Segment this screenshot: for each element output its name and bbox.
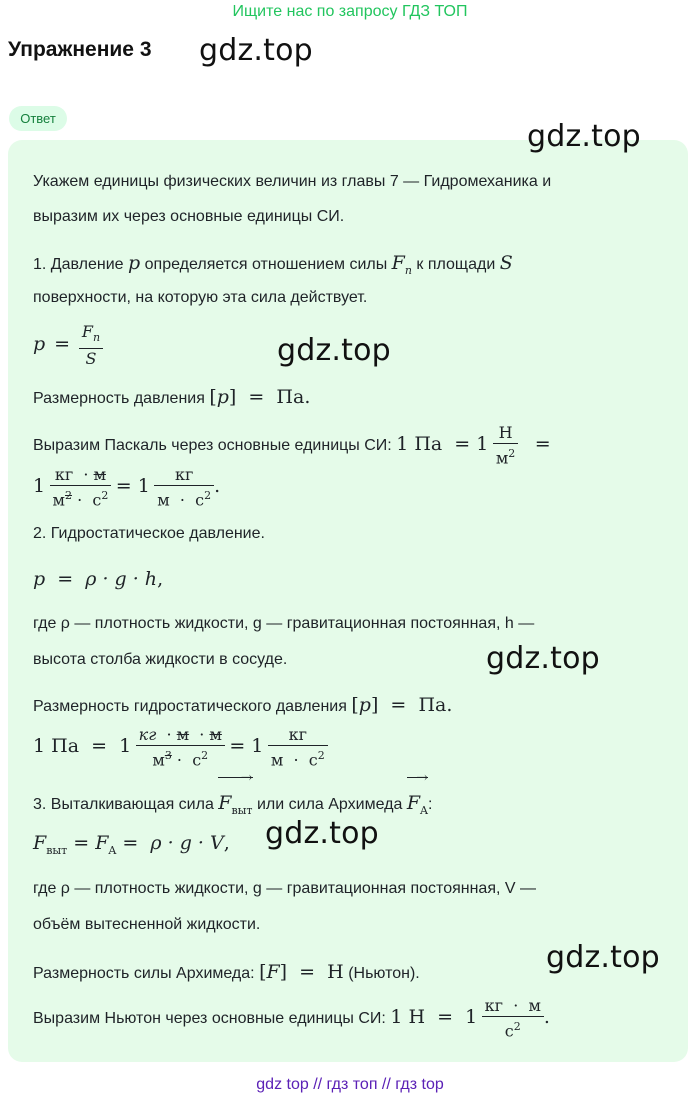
where-line-3: где ρ — плотность жидкости, g — гравитационная постоянная, V — xyxy=(33,880,536,897)
hydrostatic-expression: 1 Па = 1 $\frac{кг \cdot м \cdot м}{м^3 \cdot с^2}$ = 1 $\frac{кг}{м \cdot с^2}$ xyxy=(33,725,328,770)
unit: Н xyxy=(327,961,344,983)
text: Размерность силы Архимеда: xyxy=(33,965,255,982)
archimedes-dimension: Размерность силы Архимеда: [F] = Н (Ньютон). xyxy=(33,961,420,983)
item-2-title: 2. Гидростатическое давление. xyxy=(33,525,265,542)
where-line-1: где ρ — плотность жидкости, g — гравитационная постоянная, h — xyxy=(33,615,535,632)
search-hint-banner[interactable]: Ищите нас по запросу ГДЗ ТОП xyxy=(232,3,468,20)
text: Выразим Ньютон через основные единицы СИ: xyxy=(33,1009,386,1027)
watermark: gdz.top xyxy=(277,333,391,368)
text: к площади xyxy=(416,256,496,273)
newton-expression: Выразим Ньютон через основные единицы СИ: 1 Н = 1 $\frac{кг \cdot м}{с^2}$ . xyxy=(33,996,550,1041)
formula-symbol: $F_n$ xyxy=(391,252,412,277)
footer-links[interactable]: gdz top // гдз топ // гдз top xyxy=(256,1076,444,1093)
pascal-expression-2: 1 $\frac{кг \cdot м}{м^2 \cdot с^2}$ = 1 $\frac{кг}{м \cdot с^2}$ . xyxy=(33,465,221,510)
intro-line-1: Укажем единицы физических величин из главы 7 — Гидромеханика и xyxy=(33,173,552,190)
hydrostatic-dimension: Размерность гидростатического давления [p] = Па. xyxy=(33,694,453,716)
item-1-line-1 xyxy=(33,252,513,277)
archimedes-formula: $F_{выт} = F_A = \rho \cdot g \cdot V$, xyxy=(33,832,230,857)
text: 1. Давление xyxy=(33,256,124,273)
text: (Ньютон). xyxy=(348,965,420,982)
answer-badge[interactable]: Ответ xyxy=(9,106,67,131)
watermark: gdz.top xyxy=(486,641,600,676)
pressure-dimension: Размерность давления [p] = Па. xyxy=(33,386,311,408)
unit: Па. xyxy=(276,386,311,408)
pressure-formula: p = $\frac{F_n}{S}$ xyxy=(33,322,103,369)
text: Выразим Паскаль через основные единицы СИ: xyxy=(33,436,392,454)
watermark: gdz.top xyxy=(546,940,660,975)
text: 3. Выталкивающая сила xyxy=(33,796,214,813)
where-line-4: объём вытесненной жидкости. xyxy=(33,916,261,933)
item-3-title: 3. Выталкивающая сила → $F_{выт}$ или сила Архимеда → $F_A$: xyxy=(33,792,432,817)
item-1-line-2: поверхности, на которую эта сила действует. xyxy=(33,289,368,306)
text: или сила Архимеда xyxy=(256,796,403,813)
intro-line-2: выразим их через основные единицы СИ. xyxy=(33,208,345,225)
watermark: gdz.top xyxy=(527,119,641,154)
watermark: gdz.top xyxy=(199,33,313,68)
pascal-expression-1: Выразим Паскаль через основные единицы СИ: 1 Па = 1 $\frac{Н}{м^2}$ = xyxy=(33,423,551,468)
text: Размерность давления xyxy=(33,390,205,407)
exercise-title: Упражнение 3 xyxy=(8,38,152,61)
hydrostatic-formula: p = ρ · g · h, xyxy=(33,568,164,590)
unit: Па. xyxy=(418,694,453,716)
watermark: gdz.top xyxy=(265,816,379,851)
formula-symbol: p xyxy=(128,252,141,274)
formula-symbol: S xyxy=(499,252,513,274)
text: Размерность гидростатического давления xyxy=(33,698,347,715)
text: определяется отношением силы xyxy=(144,256,388,273)
where-line-2: высота столба жидкости в сосуде. xyxy=(33,651,288,668)
